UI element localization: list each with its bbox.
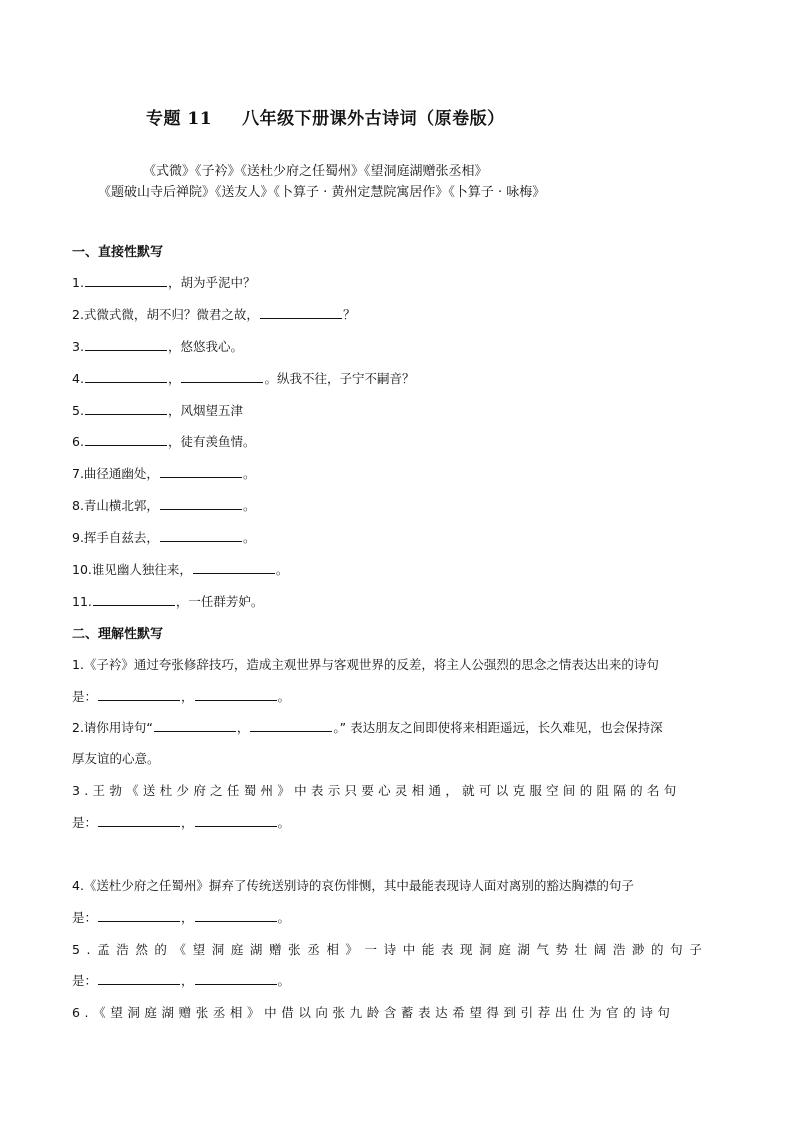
question-3-answer: 是： ， 。 (72, 815, 291, 830)
question-5-answer: 是： ， 。 (72, 973, 291, 988)
title-number: 专题 11 (146, 109, 213, 129)
answer-blank[interactable] (195, 971, 277, 985)
answer-blank[interactable] (195, 908, 277, 922)
answer-blank[interactable] (195, 813, 277, 827)
list-item: 9.挥手自兹去， 。 (72, 530, 256, 545)
answer-blank[interactable] (98, 971, 180, 985)
answer-blank[interactable] (154, 718, 236, 732)
question-1-text: 1.《子衿》通过夸张修辞技巧，造成主观世界与客观世界的反差，将主人公强烈的思念之情表达出来的诗句 (72, 657, 659, 672)
answer-blank[interactable] (193, 560, 275, 574)
answer-blank[interactable] (260, 305, 342, 319)
list-item: 6. ，徒有羡鱼情。 (72, 434, 256, 449)
list-item: 10.谁见幽人独往来， 。 (72, 562, 289, 577)
answer-blank[interactable] (160, 464, 242, 478)
answer-blank[interactable] (181, 369, 263, 383)
question-4-text: 4.《送杜少府之任蜀州》摒弃了传统送别诗的哀伤悱恻，其中最能表现诗人面对离别的豁达胸襟的句子 (72, 878, 634, 893)
answer-blank[interactable] (98, 813, 180, 827)
question-2-text: 2.请你用诗句“ ， 。” 表达朋友之间即使将来相距遥远，长久难见，也会保持深 (72, 720, 663, 735)
answer-blank[interactable] (93, 592, 175, 606)
question-1-answer: 是： ， 。 (72, 689, 291, 704)
list-item: 8.青山横北郭， 。 (72, 498, 256, 513)
answer-blank[interactable] (85, 432, 167, 446)
list-item: 7.曲径通幽处， 。 (72, 466, 256, 481)
section-heading-1: 一、直接性默写 (72, 245, 164, 260)
answer-blank[interactable] (85, 273, 167, 287)
answer-blank[interactable] (85, 401, 167, 415)
question-6-text: 6.《望洞庭湖赠张丞相》中借以向张九龄含蓄表达希望得到引荐出仕为官的诗句 (72, 1005, 675, 1020)
poem-list-line-1: 《式微》《子衿》《送杜少府之任蜀州》《望洞庭湖赠张丞相》 (143, 164, 488, 179)
poem-list-line-2: 《题破山寺后禅院》《送友人》《卜算子 · 黄州定慧院寓居作》《卜算子 · 咏梅》 (98, 185, 546, 200)
question-4-answer: 是： ， 。 (72, 910, 291, 925)
question-5-text: 5.孟浩然的《望洞庭湖赠张丞相》一诗中能表现洞庭湖气势壮阔浩渺的句子 (72, 942, 709, 957)
title-text: 八年级下册课外古诗词（原卷版） (242, 109, 505, 129)
answer-blank[interactable] (160, 528, 242, 542)
answer-blank[interactable] (85, 337, 167, 351)
page-title (146, 104, 505, 129)
answer-blank[interactable] (98, 908, 180, 922)
list-item: 3. ，悠悠我心。 (72, 339, 243, 354)
answer-blank[interactable] (85, 369, 167, 383)
answer-blank[interactable] (98, 687, 180, 701)
answer-blank[interactable] (160, 496, 242, 510)
list-item: 2.式微式微，胡不归？微君之故， ？ (72, 307, 356, 322)
list-item: 5. ，风烟望五津 (72, 403, 243, 418)
list-item: 11. ，一任群芳妒。 (72, 594, 264, 609)
section-heading-2: 二、理解性默写 (72, 627, 164, 642)
answer-blank[interactable] (195, 687, 277, 701)
question-2-text-cont: 厚友谊的心意。 (72, 751, 160, 766)
list-item: 1. ，胡为乎泥中？ (72, 275, 256, 290)
list-item: 4. ， 。纵我不往，子宁不嗣音？ (72, 371, 415, 386)
question-3-text: 3.王勃《送杜少府之任蜀州》中表示只要心灵相通，就可以克服空间的阻隔的名句 (72, 783, 681, 798)
answer-blank[interactable] (250, 718, 332, 732)
